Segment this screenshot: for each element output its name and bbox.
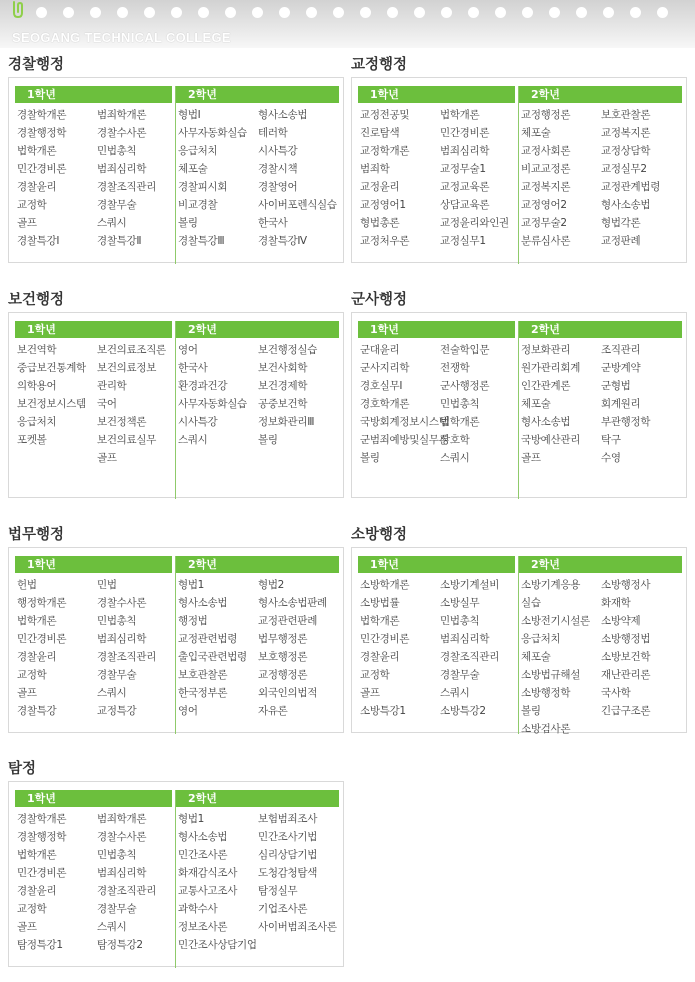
column-divider bbox=[175, 86, 176, 264]
school-name: SEOGANG TECHNICAL COLLEGE bbox=[12, 30, 231, 45]
course-item: 경찰조직관리 bbox=[440, 651, 500, 663]
course-item: 법학개론 bbox=[17, 615, 57, 627]
course-item: 형법Ⅰ bbox=[178, 109, 201, 121]
paperclip-icon bbox=[8, 0, 28, 20]
course-item: 경찰특강Ⅳ bbox=[258, 235, 307, 247]
course-item: 긴급구조론 bbox=[601, 705, 651, 717]
course-item: 스쿼시 bbox=[97, 921, 127, 933]
section-title: 경찰행정 bbox=[8, 57, 65, 73]
course-item: 행정법 bbox=[178, 615, 208, 627]
course-item: 경찰행정학 bbox=[17, 127, 67, 139]
course-item: 회계원리 bbox=[601, 398, 641, 410]
course-item: 의학용어 bbox=[17, 380, 57, 392]
course-item: 전쟁학 bbox=[440, 362, 470, 374]
course-item: 보건경제학 bbox=[258, 380, 308, 392]
course-item: 비교경찰 bbox=[178, 199, 218, 211]
column-divider bbox=[518, 556, 519, 734]
course-item: 경찰학개론 bbox=[17, 813, 67, 825]
course-item: 화재감식조사 bbox=[178, 867, 238, 879]
course-item: 심리상담기법 bbox=[258, 849, 318, 861]
course-item: 보건사회학 bbox=[258, 362, 308, 374]
course-item: 부관행정학 bbox=[601, 416, 651, 428]
course-item: 경찰특강Ⅰ bbox=[17, 235, 60, 247]
course-item: 보건의료정보 bbox=[97, 362, 157, 374]
course-item: 형사소송법 bbox=[521, 416, 571, 428]
course-item: 소방실무 bbox=[440, 597, 480, 609]
course-item: 교정판례 bbox=[601, 235, 641, 247]
course-item: 경찰윤리 bbox=[17, 651, 57, 663]
course-item: 소방검사론 bbox=[521, 723, 571, 735]
section-title: 소방행정 bbox=[351, 527, 408, 543]
course-item: 형사소송법 bbox=[178, 831, 228, 843]
course-item: 경찰조직관리 bbox=[97, 885, 157, 897]
course-item: 정보조사론 bbox=[178, 921, 228, 933]
course-item: 응급처치 bbox=[178, 145, 218, 157]
course-item: 교정교육론 bbox=[440, 181, 490, 193]
section-title: 군사행정 bbox=[351, 292, 408, 308]
course-item: 외국인의법적 bbox=[258, 687, 318, 699]
course-list bbox=[178, 576, 338, 720]
course-item: 도청감청탐색 bbox=[258, 867, 318, 879]
course-item: 보호행정론 bbox=[258, 651, 308, 663]
section-title: 교정행정 bbox=[351, 57, 408, 73]
year-header: 2학년 bbox=[519, 556, 682, 573]
course-item: 보건정보시스템 bbox=[17, 398, 86, 410]
course-list bbox=[17, 341, 177, 467]
course-item: 교정윤리 bbox=[360, 181, 400, 193]
course-list bbox=[360, 341, 520, 467]
course-item: 국방예산관리 bbox=[521, 434, 581, 446]
course-item: 상담교육론 bbox=[440, 199, 490, 211]
curriculum-box bbox=[351, 547, 687, 733]
course-item: 출입국관련법령 bbox=[178, 651, 247, 663]
course-item: 보건역학 bbox=[17, 344, 57, 356]
course-item: 형법총론 bbox=[360, 217, 400, 229]
course-list bbox=[521, 106, 681, 250]
course-item: 보호관찰론 bbox=[601, 109, 651, 121]
course-item: 탁구 bbox=[601, 434, 621, 446]
course-item: 민간경비론 bbox=[360, 633, 410, 645]
course-item: 보건의료조직론 bbox=[97, 344, 166, 356]
course-item: 범죄학개론 bbox=[97, 109, 147, 121]
course-item: 국사학 bbox=[601, 687, 631, 699]
course-item: 사무자동화실습 bbox=[178, 127, 247, 139]
course-item: 경찰수사론 bbox=[97, 597, 147, 609]
course-item: 경찰행정학 bbox=[17, 831, 67, 843]
course-item: 소방특강2 bbox=[440, 705, 486, 717]
course-item: 민법총칙 bbox=[440, 398, 480, 410]
course-item: 경찰윤리 bbox=[17, 181, 57, 193]
course-item: 교정학 bbox=[360, 669, 390, 681]
course-item: 포켓볼 bbox=[17, 434, 47, 446]
course-item: 교정영어2 bbox=[521, 199, 567, 211]
course-item: 교정관계법령 bbox=[601, 181, 661, 193]
course-item: 화재학 bbox=[601, 597, 631, 609]
course-item: 법학개론 bbox=[17, 145, 57, 157]
course-item: 교정상담학 bbox=[601, 145, 651, 157]
course-item: 군대윤리 bbox=[360, 344, 400, 356]
column-divider bbox=[518, 321, 519, 499]
section-title: 탐정 bbox=[8, 761, 37, 777]
course-item: 형사소송법 bbox=[178, 597, 228, 609]
course-item: 교정관련법령 bbox=[178, 633, 238, 645]
course-item: 경찰윤리 bbox=[17, 885, 57, 897]
section-1 bbox=[351, 53, 687, 278]
course-list bbox=[521, 576, 681, 738]
year-header: 2학년 bbox=[519, 321, 682, 338]
course-item: 범죄심리학 bbox=[440, 145, 490, 157]
course-item: 교정행정론 bbox=[258, 669, 308, 681]
curriculum-box bbox=[8, 77, 344, 263]
course-item: 소방약제 bbox=[601, 615, 641, 627]
course-item: 경호실무Ⅰ bbox=[360, 380, 403, 392]
course-list bbox=[178, 810, 338, 954]
course-item: 골프 bbox=[17, 687, 37, 699]
course-item: 볼링 bbox=[360, 452, 380, 464]
curriculum-box bbox=[351, 312, 687, 498]
course-item: 민간경비론 bbox=[440, 127, 490, 139]
course-item: 범죄심리학 bbox=[97, 633, 147, 645]
curriculum-box bbox=[8, 312, 344, 498]
course-item: 민법 bbox=[97, 579, 117, 591]
column-divider bbox=[175, 321, 176, 499]
course-item: 소방기계설비 bbox=[440, 579, 500, 591]
section-4 bbox=[8, 523, 344, 748]
curriculum-box bbox=[8, 781, 344, 967]
course-item: 민법총칙 bbox=[440, 615, 480, 627]
course-item: 경호학개론 bbox=[360, 398, 410, 410]
course-item: 스쿼시 bbox=[178, 434, 208, 446]
course-item: 경찰윤리 bbox=[360, 651, 400, 663]
course-item: 소방학개론 bbox=[360, 579, 410, 591]
course-item: 법무행정론 bbox=[258, 633, 308, 645]
course-item: 교정실무2 bbox=[601, 163, 647, 175]
course-item: 비교교정론 bbox=[521, 163, 571, 175]
section-0 bbox=[8, 53, 344, 278]
course-item: 경찰피시회 bbox=[178, 181, 228, 193]
course-item: 형사소송법 bbox=[601, 199, 651, 211]
course-item: 국어 bbox=[97, 398, 117, 410]
course-item: 민간조사론 bbox=[178, 849, 228, 861]
course-item: 경찰무술 bbox=[97, 903, 137, 915]
course-item: 골프 bbox=[521, 452, 541, 464]
year-header: 1학년 bbox=[15, 86, 172, 103]
section-6 bbox=[8, 757, 344, 982]
course-item: 중급보건통계학 bbox=[17, 362, 86, 374]
course-item: 민법총칙 bbox=[97, 615, 137, 627]
course-item: 경찰수사론 bbox=[97, 831, 147, 843]
year-header: 1학년 bbox=[358, 556, 515, 573]
course-item: 정보화관리Ⅲ bbox=[258, 416, 315, 428]
course-list bbox=[17, 810, 177, 954]
course-item: 정보화관리 bbox=[521, 344, 571, 356]
course-item: 범죄심리학 bbox=[97, 867, 147, 879]
course-item: 소방특강1 bbox=[360, 705, 406, 717]
course-item: 형사소송법 bbox=[258, 109, 308, 121]
year-header: 2학년 bbox=[176, 321, 339, 338]
course-item: 법학개론 bbox=[440, 109, 480, 121]
course-item: 교정관련판례 bbox=[258, 615, 318, 627]
course-item: 교정실무1 bbox=[440, 235, 486, 247]
course-item: 골프 bbox=[17, 217, 37, 229]
course-item: 응급처치 bbox=[17, 416, 57, 428]
course-item: 조직관리 bbox=[601, 344, 641, 356]
course-item: 재난관리론 bbox=[601, 669, 651, 681]
course-item: 민간조사기법 bbox=[258, 831, 318, 843]
course-item: 소방행정사 bbox=[601, 579, 651, 591]
course-list bbox=[360, 576, 520, 720]
course-item: 경찰조직관리 bbox=[97, 651, 157, 663]
course-item: 볼링 bbox=[521, 705, 541, 717]
course-item: 교정윤리와인권 bbox=[440, 217, 509, 229]
year-header: 1학년 bbox=[358, 321, 515, 338]
course-item: 범죄학개론 bbox=[97, 813, 147, 825]
year-header: 1학년 bbox=[15, 790, 172, 807]
course-item: 공중보건학 bbox=[258, 398, 308, 410]
course-item: 원가관리회계 bbox=[521, 362, 581, 374]
course-item: 범죄심리학 bbox=[97, 163, 147, 175]
course-item: 소방기계응용 bbox=[521, 579, 581, 591]
course-list bbox=[17, 576, 177, 720]
course-item: 민간조사상담기업 bbox=[178, 939, 257, 951]
column-divider bbox=[175, 790, 176, 968]
course-item: 한국정부론 bbox=[178, 687, 228, 699]
year-header: 1학년 bbox=[15, 321, 172, 338]
course-list bbox=[178, 106, 338, 250]
course-item: 자유론 bbox=[258, 705, 288, 717]
course-item: 사이버범죄조사론 bbox=[258, 921, 337, 933]
course-item: 민간경비론 bbox=[17, 163, 67, 175]
section-2 bbox=[8, 288, 344, 513]
course-item: 군범죄예방및실무론 bbox=[360, 434, 449, 446]
course-item: 스쿼시 bbox=[97, 217, 127, 229]
year-header: 2학년 bbox=[519, 86, 682, 103]
course-item: 진로탐색 bbox=[360, 127, 400, 139]
course-item: 체포술 bbox=[521, 651, 551, 663]
course-item: 골프 bbox=[97, 452, 117, 464]
course-item: 시사특강 bbox=[258, 145, 298, 157]
course-item: 상호학 bbox=[440, 434, 470, 446]
course-item: 보험범죄조사 bbox=[258, 813, 318, 825]
course-item: 법학개론 bbox=[17, 849, 57, 861]
course-item: 탐정특강2 bbox=[97, 939, 143, 951]
course-item: 경찰무술 bbox=[97, 669, 137, 681]
course-item: 실습 bbox=[521, 597, 541, 609]
course-item: 법학개론 bbox=[440, 416, 480, 428]
course-item: 시사특강 bbox=[178, 416, 218, 428]
course-item: 형법각론 bbox=[601, 217, 641, 229]
course-item: 범죄학 bbox=[360, 163, 390, 175]
course-item: 교정학개론 bbox=[360, 145, 410, 157]
course-item: 교정전공및 bbox=[360, 109, 410, 121]
curriculum-box bbox=[351, 77, 687, 263]
course-item: 탐정실무 bbox=[258, 885, 298, 897]
column-divider bbox=[175, 556, 176, 734]
curriculum-box bbox=[8, 547, 344, 733]
course-item: 보건의료실무 bbox=[97, 434, 157, 446]
course-item: 골프 bbox=[360, 687, 380, 699]
course-item: 군사지리학 bbox=[360, 362, 410, 374]
course-item: 민간경비론 bbox=[17, 633, 67, 645]
header-banner bbox=[0, 0, 695, 48]
course-item: 체포술 bbox=[178, 163, 208, 175]
course-item: 경찰특강 bbox=[17, 705, 57, 717]
course-item: 교정특강 bbox=[97, 705, 137, 717]
course-item: 형사소송법판례 bbox=[258, 597, 327, 609]
course-list bbox=[360, 106, 520, 250]
course-item: 한국사 bbox=[258, 217, 288, 229]
course-item: 수영 bbox=[601, 452, 621, 464]
course-item: 소방법규해설 bbox=[521, 669, 581, 681]
course-item: 볼링 bbox=[178, 217, 198, 229]
course-item: 인간관계론 bbox=[521, 380, 571, 392]
course-item: 경찰수사론 bbox=[97, 127, 147, 139]
course-item: 형법1 bbox=[178, 813, 205, 825]
course-item: 교정사회론 bbox=[521, 145, 571, 157]
course-item: 소방행정학 bbox=[521, 687, 571, 699]
course-item: 경찰특강Ⅱ bbox=[97, 235, 142, 247]
year-header: 2학년 bbox=[176, 86, 339, 103]
course-item: 과학수사 bbox=[178, 903, 218, 915]
course-item: 스쿼시 bbox=[440, 452, 470, 464]
course-item: 군사행정론 bbox=[440, 380, 490, 392]
course-item: 형법2 bbox=[258, 579, 285, 591]
section-3 bbox=[351, 288, 687, 513]
course-item: 영어 bbox=[178, 705, 198, 717]
year-header: 2학년 bbox=[176, 790, 339, 807]
course-item: 민법총칙 bbox=[97, 145, 137, 157]
course-item: 민법총칙 bbox=[97, 849, 137, 861]
course-item: 경찰시책 bbox=[258, 163, 298, 175]
course-item: 기업조사론 bbox=[258, 903, 308, 915]
course-list bbox=[17, 106, 177, 250]
course-item: 교정행정론 bbox=[521, 109, 571, 121]
course-item: 체포술 bbox=[521, 127, 551, 139]
course-item: 테러학 bbox=[258, 127, 288, 139]
course-item: 교정복지론 bbox=[521, 181, 571, 193]
course-item: 사이버포렌식실습 bbox=[258, 199, 337, 211]
course-item: 소방행정법 bbox=[601, 633, 651, 645]
course-item: 소방보건학 bbox=[601, 651, 651, 663]
section-title: 보건행정 bbox=[8, 292, 65, 308]
binder-holes bbox=[36, 7, 684, 18]
course-item: 행정학개론 bbox=[17, 597, 67, 609]
course-item: 경찰학개론 bbox=[17, 109, 67, 121]
course-item: 군형법 bbox=[601, 380, 631, 392]
course-item: 보건행정실습 bbox=[258, 344, 318, 356]
course-item: 교정학 bbox=[17, 669, 47, 681]
course-item: 응급처치 bbox=[521, 633, 561, 645]
course-item: 경찰무술 bbox=[97, 199, 137, 211]
course-item: 체포술 bbox=[521, 398, 551, 410]
course-list bbox=[521, 341, 681, 467]
course-item: 교정무술2 bbox=[521, 217, 567, 229]
course-item: 사무자동화실습 bbox=[178, 398, 247, 410]
course-item: 군방계약 bbox=[601, 362, 641, 374]
course-item: 교정복지론 bbox=[601, 127, 651, 139]
course-item: 교정처우론 bbox=[360, 235, 410, 247]
course-list bbox=[178, 341, 338, 449]
year-header: 1학년 bbox=[358, 86, 515, 103]
course-item bbox=[17, 449, 97, 467]
course-item: 한국사 bbox=[178, 362, 208, 374]
course-item: 전술학입문 bbox=[440, 344, 490, 356]
course-item: 교정학 bbox=[17, 199, 47, 211]
course-item: 경찰영어 bbox=[258, 181, 298, 193]
course-item: 경찰조직관리 bbox=[97, 181, 157, 193]
course-item: 보건정책론 bbox=[97, 416, 147, 428]
year-header: 1학년 bbox=[15, 556, 172, 573]
course-item: 관리학 bbox=[97, 380, 127, 392]
course-item: 교통사고조사 bbox=[178, 885, 238, 897]
column-divider bbox=[518, 86, 519, 264]
course-item: 경찰특강Ⅲ bbox=[178, 235, 225, 247]
course-item: 법학개론 bbox=[360, 615, 400, 627]
course-item: 보호관찰론 bbox=[178, 669, 228, 681]
course-item: 탐정특강1 bbox=[17, 939, 63, 951]
course-item: 범죄심리학 bbox=[440, 633, 490, 645]
course-item: 교정무술1 bbox=[440, 163, 486, 175]
course-item: 교정학 bbox=[17, 903, 47, 915]
course-item: 볼링 bbox=[258, 434, 278, 446]
course-item: 골프 bbox=[17, 921, 37, 933]
course-item: 소방법률 bbox=[360, 597, 400, 609]
course-item: 스쿼시 bbox=[440, 687, 470, 699]
section-5 bbox=[351, 523, 687, 748]
course-item: 민간경비론 bbox=[17, 867, 67, 879]
course-item: 소방전기시설론 bbox=[521, 615, 590, 627]
course-item: 분류심사론 bbox=[521, 235, 571, 247]
course-item: 환경과건강 bbox=[178, 380, 228, 392]
course-item: 국방회계정보시스템 bbox=[360, 416, 449, 428]
course-item: 교정영어1 bbox=[360, 199, 406, 211]
course-item: 헌법 bbox=[17, 579, 37, 591]
course-item: 스쿼시 bbox=[97, 687, 127, 699]
course-item: 영어 bbox=[178, 344, 198, 356]
year-header: 2학년 bbox=[176, 556, 339, 573]
course-item: 형법1 bbox=[178, 579, 205, 591]
section-title: 법무행정 bbox=[8, 527, 65, 543]
course-item: 경찰무술 bbox=[440, 669, 480, 681]
